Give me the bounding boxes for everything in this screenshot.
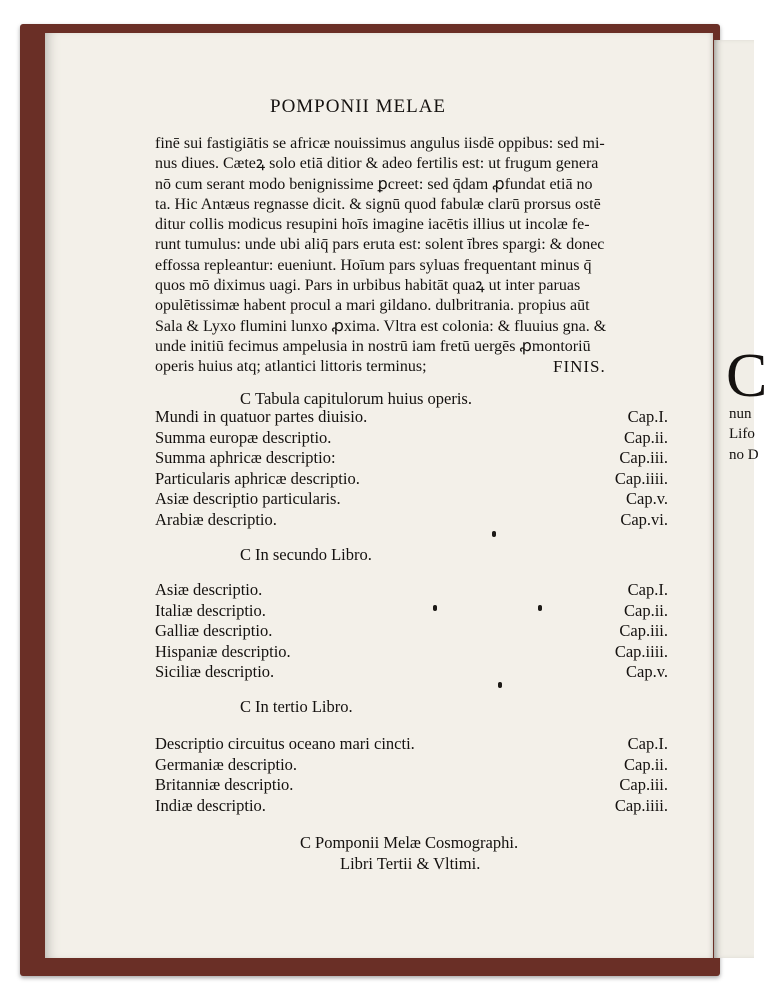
ink-speck <box>498 682 502 688</box>
toc-entry-label: Italiæ descriptio. <box>155 600 266 620</box>
toc-entry-chapter: Cap.iiii. <box>614 795 668 815</box>
text-line: Sala & Lyxo flumini lunxo ꝓxima. Vltra est colonia: & fluuius gna. & <box>155 317 607 335</box>
toc-entry-chapter: Cap.vi. <box>620 509 668 529</box>
main-text-block <box>155 134 670 378</box>
toc-entry-chapter: Cap.iiii. <box>614 468 668 488</box>
facing-page-fragment: Lifo <box>729 426 755 442</box>
toc-book2-list <box>155 580 668 683</box>
toc-entry-chapter: Cap.ii. <box>624 754 668 774</box>
toc-book2-heading-text: In secundo Libro. <box>255 545 372 564</box>
finis-mark: FINIS. <box>553 357 606 377</box>
toc-entry <box>155 662 668 683</box>
toc-entry <box>155 580 668 601</box>
ink-speck <box>433 605 437 611</box>
text-line: ditur collis modicus resupini hoīs imagine iacētis illius ut incolæ fe- <box>155 216 590 234</box>
toc-entry-chapter: Cap.v. <box>625 662 668 681</box>
toc-entry-chapter: Cap.iii. <box>619 621 668 640</box>
facing-page-edge <box>714 40 767 958</box>
pilcrow-mark: C <box>240 545 252 564</box>
toc-entry <box>155 642 668 663</box>
toc-entry-label: Asiæ descriptio. <box>155 580 263 599</box>
toc-entry-label: Hispaniæ descriptio. <box>155 641 291 661</box>
text-line: nus diues. Cæteꝝ solo etiā ditior & adeo fertilis est: ut frugum genera <box>155 155 599 173</box>
facing-page-initial: C <box>726 342 767 410</box>
text-line: effossa repleantur: eueniunt. Hoīum pars syluas frequentant minus q̄ <box>155 256 592 274</box>
toc-entry-label: Germaniæ descriptio. <box>155 754 298 774</box>
last-line-text: operis huius atq; atlantici littoris terminus; <box>155 358 427 376</box>
toc-entry-chapter: Cap.iii. <box>619 775 668 794</box>
toc-entry-chapter: Cap.ii. <box>624 427 668 447</box>
text-line: nō cum serant modo benignissime ꝑcreet: sed q̄dam ꝓfundat etiā no <box>155 175 593 193</box>
toc-entry-chapter: Cap.I. <box>627 734 668 753</box>
toc-entry-chapter: Cap.v. <box>625 489 668 508</box>
toc-entry-chapter: Cap.ii. <box>624 600 668 620</box>
pilcrow-mark: C <box>240 389 252 408</box>
toc-title <box>240 389 472 409</box>
toc-entry <box>155 796 668 817</box>
toc-entry-label: Siciliæ descriptio. <box>155 662 275 681</box>
colophon <box>300 832 518 874</box>
ink-speck <box>538 605 542 611</box>
toc-entry-label: Mundi in quatuor partes diuisio. <box>155 407 368 426</box>
running-head: POMPONII MELAE <box>270 96 447 117</box>
toc-entry-chapter: Cap.I. <box>627 407 668 426</box>
toc-entry-label: Indiæ descriptio. <box>155 795 266 815</box>
toc-entry-label: Britanniæ descriptio. <box>155 775 294 794</box>
text-line: unde initiū fecimus ampelusia in nostrū iam fretū uergēs ꝓmontoriū <box>155 337 591 355</box>
toc-entry <box>155 469 668 490</box>
text-line: opulētissimæ habent procul a mari gildano. dulbritrania. propius aūt <box>155 297 590 315</box>
toc-entry-chapter: Cap.iiii. <box>614 641 668 661</box>
toc-entry-label: Asiæ descriptio particularis. <box>155 489 341 508</box>
toc-entry-label: Summa aphricæ descriptio: <box>155 448 336 467</box>
toc-entry <box>155 428 668 449</box>
toc-book3-list <box>155 734 668 816</box>
facing-page-fragment: nun <box>729 406 752 422</box>
text-line: runt tumulus: unde ubi aliq̄ pars eruta est: solent ībres spargi: & donec <box>155 236 605 254</box>
toc-entry-label: Galliæ descriptio. <box>155 621 273 640</box>
colophon-line1-text: Pomponii Melæ Cosmographi. <box>315 833 519 852</box>
pilcrow-mark: C <box>300 833 312 852</box>
toc-book3-heading <box>240 697 353 717</box>
text-line: quos mō diximus uagi. Pars in urbibus habitāt quaꝝ ut inter paruas <box>155 277 581 295</box>
text-line: ta. Hic Antæus regnasse dicit. & signū quod fabulæ clarū prorsus ostē <box>155 195 601 213</box>
toc-entry <box>155 510 668 531</box>
toc-entry-label: Particularis aphricæ descriptio. <box>155 468 360 488</box>
facing-page-fragment: no D <box>729 447 759 463</box>
colophon-line <box>300 832 518 853</box>
toc-entry-chapter: Cap.I. <box>627 580 668 599</box>
toc-entry <box>155 489 668 510</box>
pilcrow-mark: C <box>240 697 252 716</box>
toc-entry <box>155 734 668 755</box>
toc-entry <box>155 601 668 622</box>
toc-entry-label: Arabiæ descriptio. <box>155 509 277 529</box>
toc-entry-label: Summa europæ descriptio. <box>155 427 332 447</box>
toc-entry-label: Descriptio circuitus oceano mari cincti. <box>155 734 415 753</box>
toc-book2-heading <box>240 545 372 565</box>
toc-entry <box>155 407 668 428</box>
toc-entry <box>155 775 668 796</box>
toc-entry <box>155 755 668 776</box>
colophon-line: Libri Tertii & Vltimi. <box>340 854 481 873</box>
toc-title-text: Tabula capitulorum huius operis. <box>255 389 472 408</box>
text-line-last <box>155 357 670 377</box>
toc-book1-list <box>155 407 668 530</box>
ink-speck <box>492 531 496 537</box>
toc-entry <box>155 448 668 469</box>
toc-book3-heading-text: In tertio Libro. <box>255 697 353 716</box>
text-line: finē sui fastigiātis se africæ nouissimus angulus iisdē oppibus: sed mi- <box>155 135 605 152</box>
toc-entry <box>155 621 668 642</box>
toc-entry-chapter: Cap.iii. <box>619 448 668 467</box>
